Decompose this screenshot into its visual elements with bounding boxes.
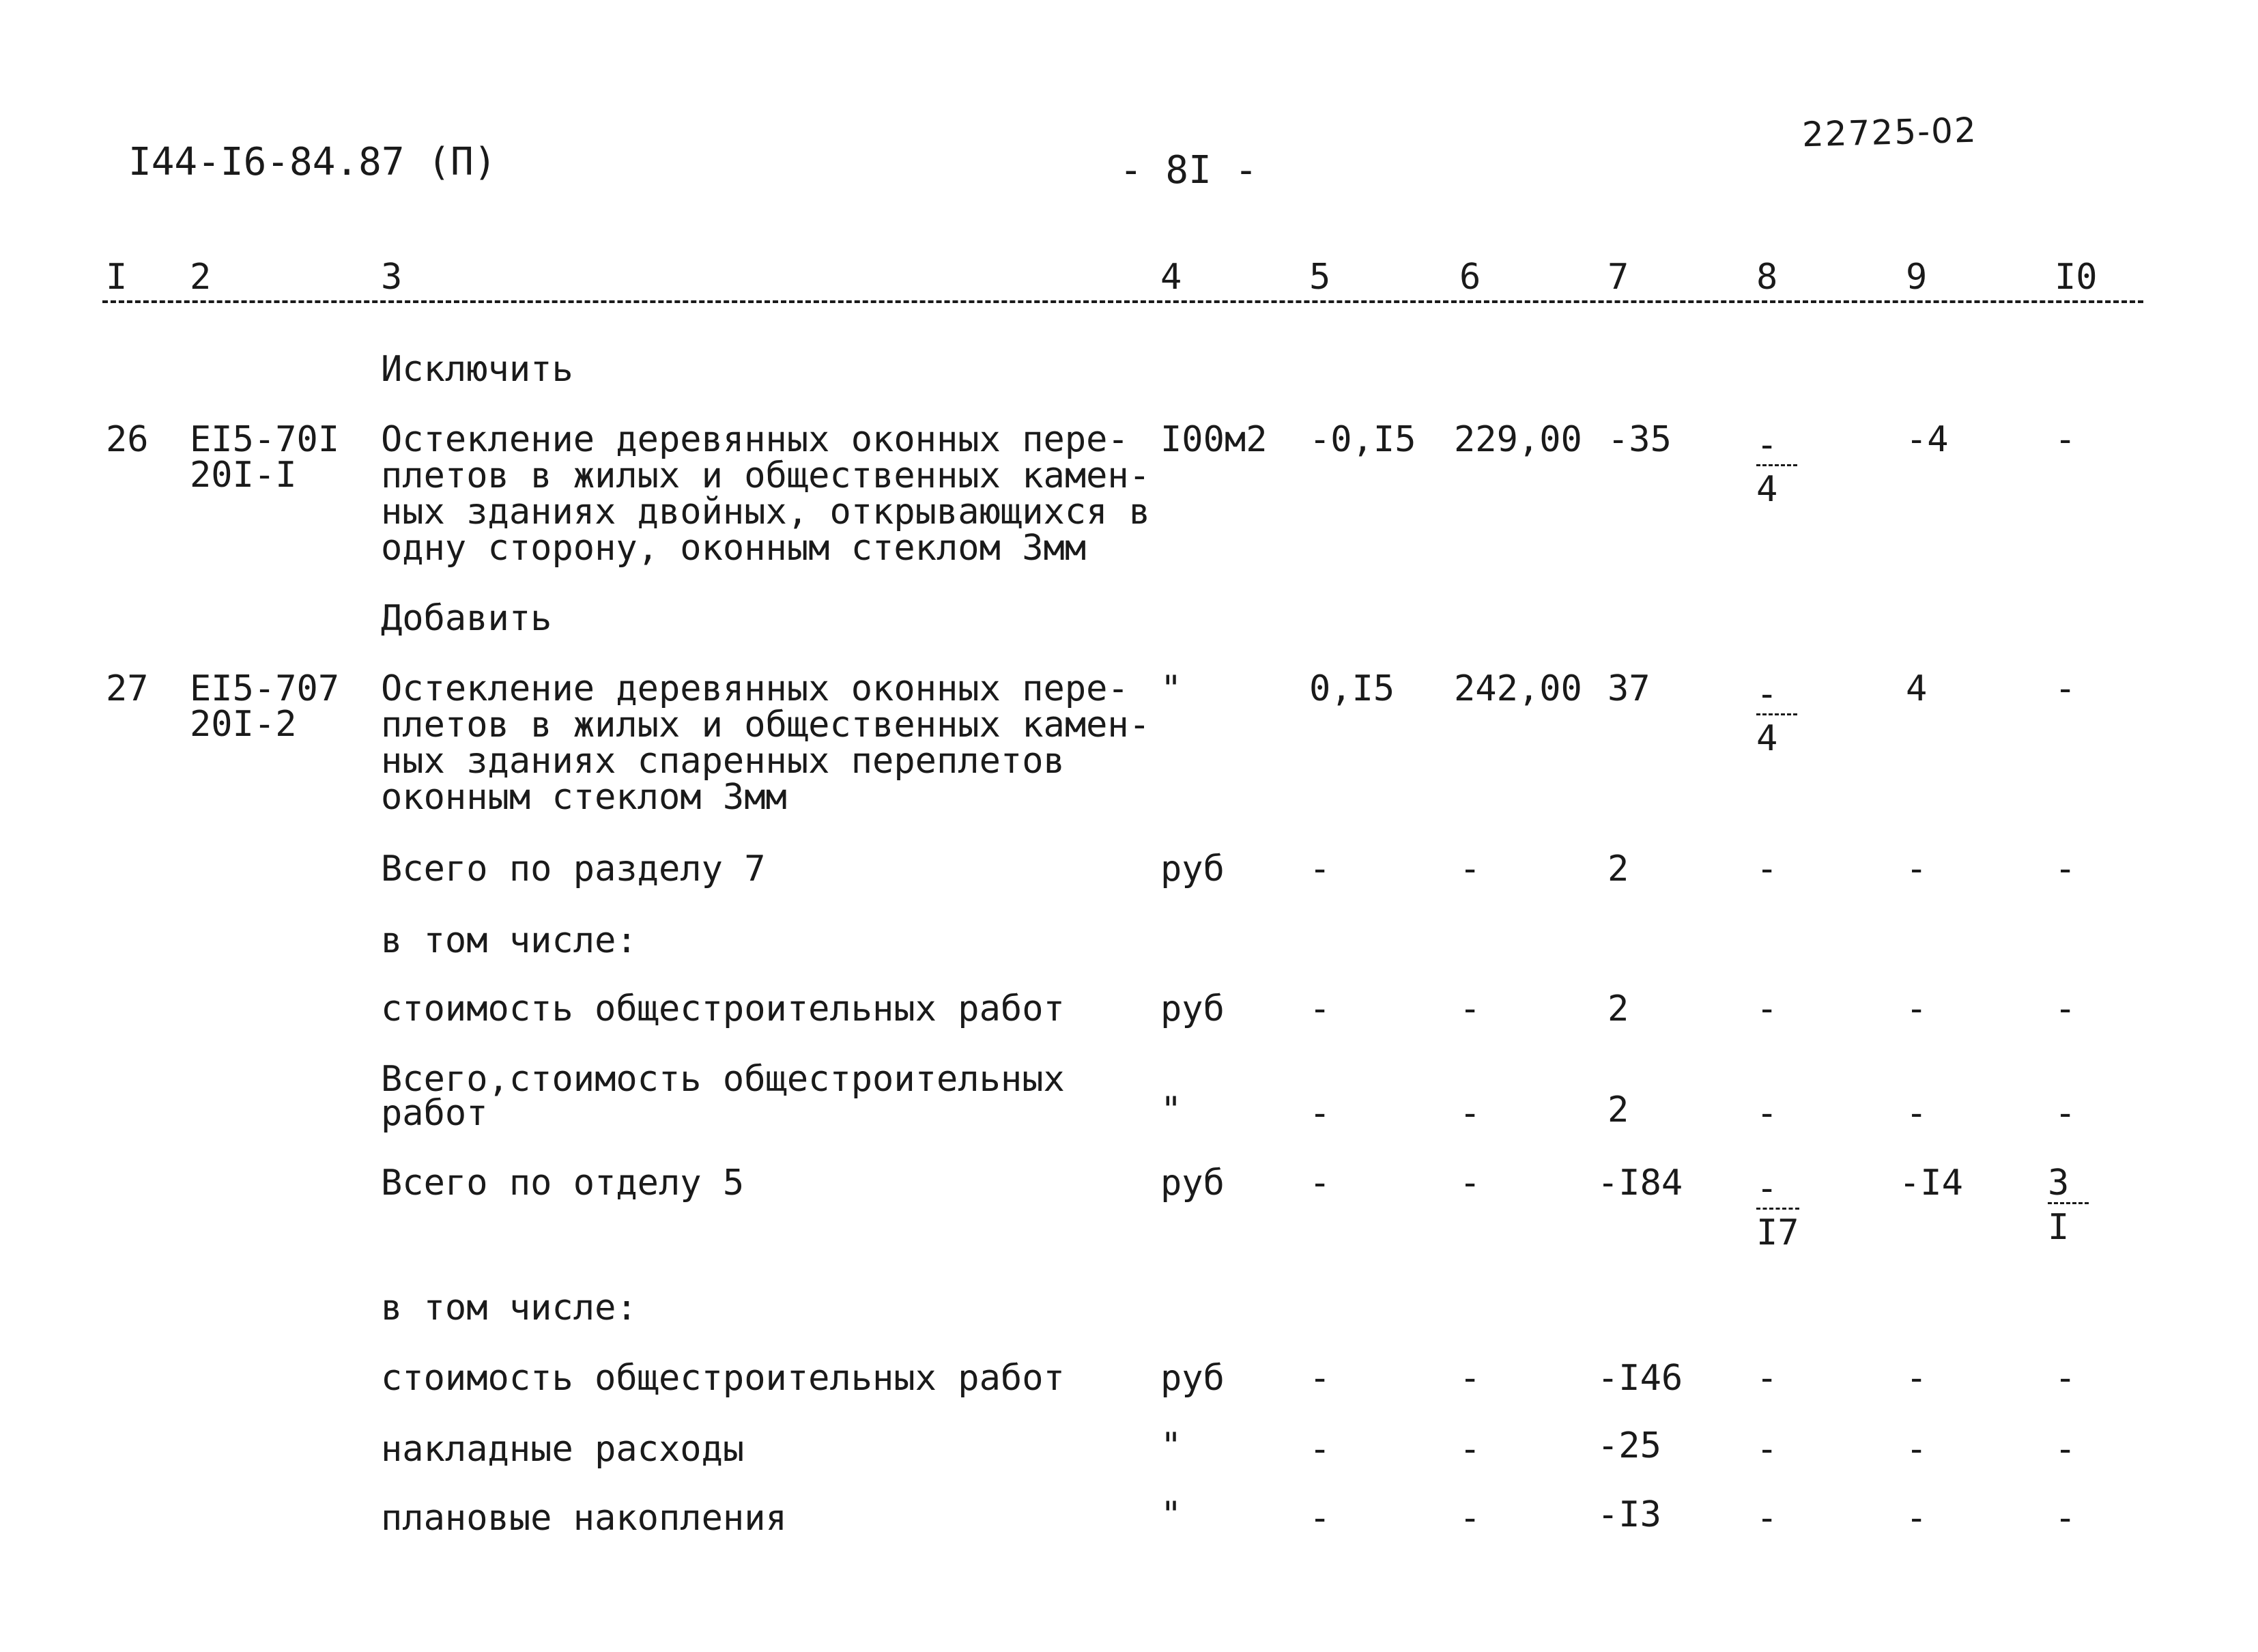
summary-label: Всего по отделу 5: [381, 1163, 745, 1204]
cell-col10: -: [2055, 1358, 2076, 1399]
cell-col10: -: [2055, 419, 2076, 460]
cell-col10: -: [2055, 849, 2076, 889]
page-number: - 8I -: [1119, 148, 1258, 193]
including-label: в том числе:: [381, 920, 638, 961]
cell-col7: -I3: [1597, 1494, 1661, 1535]
header-divider: [102, 300, 2143, 303]
unit: руб: [1160, 988, 1225, 1029]
cell-col6: -: [1459, 849, 1481, 889]
cell-col6: -: [1459, 1429, 1481, 1470]
cell-col8: -: [1756, 1093, 1778, 1134]
fraction-cell: $\frac{3}{I}$: [2048, 1165, 2089, 1245]
fraction-cell: - 4: [1756, 427, 1797, 507]
work-description: Остекление деревянных оконных пере- плетов в жилых и общественных камен- ных зданиях двойных, открывающихся в одну сторону, оконным стеклом 3мм: [381, 419, 1151, 569]
cell-col6: -: [1459, 988, 1481, 1029]
summary-label-cont: работ: [381, 1093, 488, 1134]
cell-col5: -: [1309, 1163, 1331, 1204]
cell-col8: -: [1756, 988, 1778, 1029]
total-cost: -35: [1607, 419, 1672, 460]
summary-label: плановые накопления: [381, 1498, 787, 1539]
cell-col5: -: [1309, 988, 1331, 1029]
cell-col8: -: [1756, 1429, 1778, 1470]
cell-col5: -: [1309, 1429, 1331, 1470]
cell-col9: -: [1906, 849, 1928, 889]
unit: ": [1160, 1494, 1182, 1535]
column-header: I: [106, 257, 128, 298]
cell-col8: -: [1756, 849, 1778, 889]
work-description: Остекление деревянных оконных пере- плетов в жилых и общественных камен- ных зданиях спаренных переплетов оконным стеклом 3мм: [381, 668, 1151, 818]
column-header: 9: [1906, 257, 1928, 298]
rate-code-sub: 20I-I: [190, 455, 297, 496]
cell-col6: -: [1459, 1358, 1481, 1399]
cell-col6: -: [1459, 1093, 1481, 1134]
cell-col8: -: [1756, 1498, 1778, 1539]
section-label-exclude: Исключить: [381, 349, 573, 390]
unit-price: 229,00: [1454, 419, 1582, 460]
cell-col7: -I46: [1597, 1358, 1683, 1399]
column-header: 3: [381, 257, 403, 298]
column-header: 2: [190, 257, 212, 298]
quantity: -0,I5: [1309, 419, 1416, 460]
cell-col6: -: [1459, 1498, 1481, 1539]
column-header: 5: [1309, 257, 1331, 298]
cell-col5: -: [1309, 849, 1331, 889]
including-label: в том числе:: [381, 1287, 638, 1328]
cell-col10: -: [2055, 668, 2076, 709]
row-number: 26: [106, 419, 149, 460]
column-header: 6: [1459, 257, 1481, 298]
column-header: 4: [1160, 257, 1182, 298]
summary-label: стоимость общестроительных работ: [381, 1358, 1065, 1399]
total-cost: 37: [1607, 668, 1650, 709]
unit: I00м2: [1160, 419, 1268, 460]
cell-col9: -: [1906, 1498, 1928, 1539]
cell-col10: -: [2055, 1093, 2076, 1134]
unit: ": [1160, 1090, 1182, 1130]
cell-col7: 2: [1607, 988, 1629, 1029]
cell-col5: -: [1309, 1358, 1331, 1399]
cell-col10: -: [2055, 1498, 2076, 1539]
summary-label: Всего,стоимость общестроительных: [381, 1059, 1065, 1100]
cell-col9: -: [1906, 1093, 1928, 1134]
cell-col8: -: [1756, 1358, 1778, 1399]
cell-col6: -: [1459, 1163, 1481, 1204]
row-number: 27: [106, 668, 149, 709]
unit: руб: [1160, 1163, 1225, 1204]
column-header: 8: [1756, 257, 1778, 298]
cell-col10: -: [2055, 1429, 2076, 1470]
cell-col7: 2: [1607, 1090, 1629, 1130]
rate-code: EI5-707: [190, 668, 340, 709]
summary-label: стоимость общестроительных работ: [381, 988, 1065, 1029]
cell-col9: -: [1906, 1358, 1928, 1399]
unit: руб: [1160, 1358, 1225, 1399]
fraction-cell: - 4: [1756, 677, 1797, 756]
section-label-add: Добавить: [381, 598, 552, 639]
column-header: 7: [1607, 257, 1629, 298]
rate-code: EI5-70I: [190, 419, 340, 460]
unit: ": [1160, 668, 1182, 709]
cell-col9: -I4: [1899, 1163, 1963, 1204]
unit: руб: [1160, 849, 1225, 889]
rate-code-sub: 20I-2: [190, 704, 297, 745]
handwritten-reference: 22725-02: [1801, 110, 1978, 155]
cell-col10: -: [2055, 988, 2076, 1029]
cell-col7: 2: [1607, 849, 1629, 889]
cell-col5: -: [1309, 1093, 1331, 1134]
summary-label: Всего по разделу 7: [381, 849, 766, 889]
cell-col7: -25: [1597, 1425, 1661, 1466]
cell-col5: -: [1309, 1498, 1331, 1539]
cell-col9: -: [1906, 988, 1928, 1029]
unit-price: 242,00: [1454, 668, 1582, 709]
cell-col9: 4: [1906, 668, 1928, 709]
fraction-cell: - I7: [1756, 1168, 1799, 1253]
document-code: I44-I6-84.87 (П): [128, 140, 497, 184]
cell-col9: -: [1906, 1429, 1928, 1470]
summary-label: накладные расходы: [381, 1429, 745, 1470]
cell-col7: -I84: [1597, 1163, 1683, 1204]
column-header: I0: [2055, 257, 2098, 298]
unit: ": [1160, 1425, 1182, 1466]
cell-col9: -4: [1906, 419, 1949, 460]
quantity: 0,I5: [1309, 668, 1395, 709]
